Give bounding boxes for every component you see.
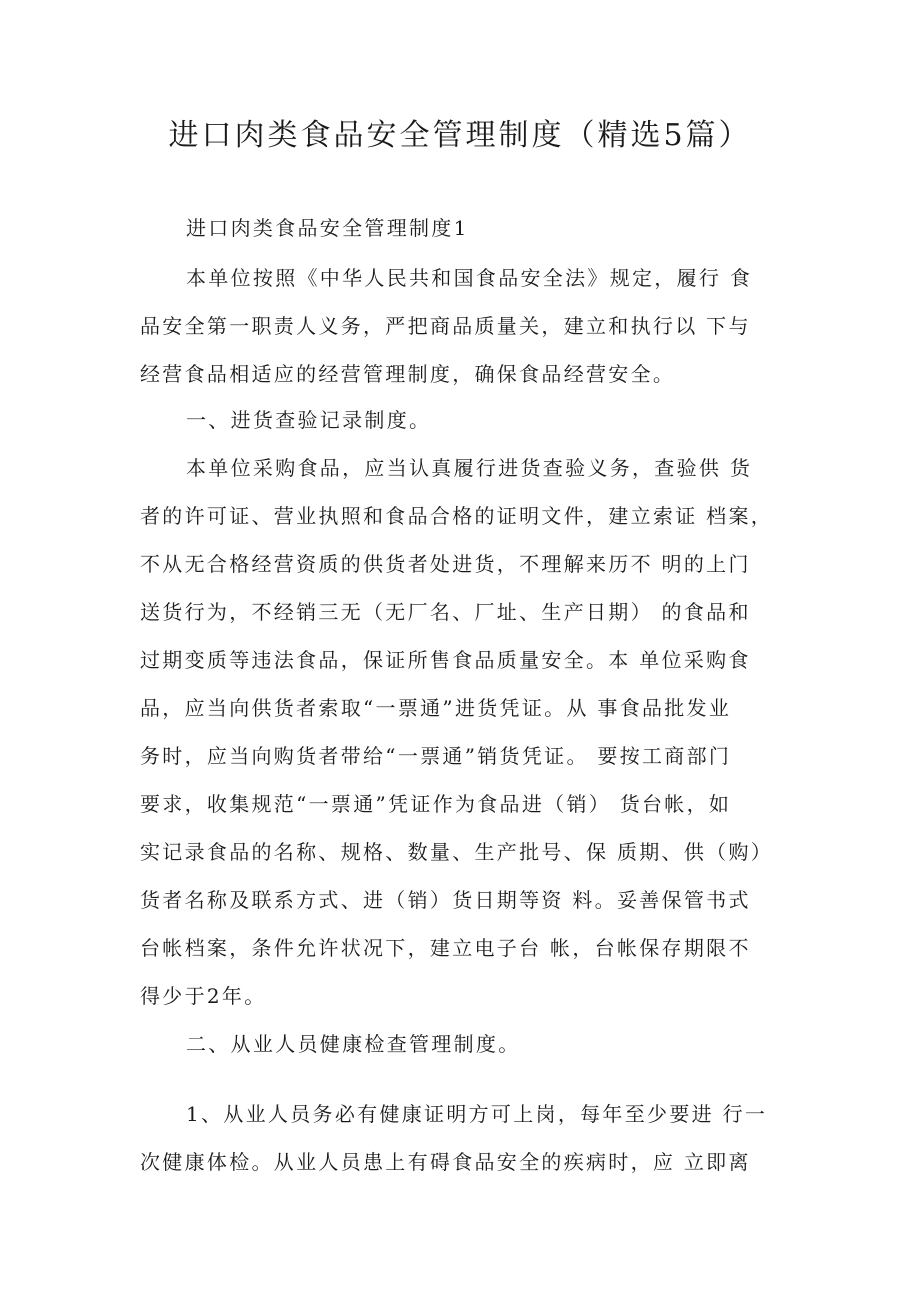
section-heading-1: 一、进货查验记录制度。 (186, 408, 432, 432)
document-title: 进口肉类食品安全管理制度（精选5篇） (168, 118, 752, 153)
paragraph-line: 台帐档案，条件允许状况下，建立电子台 帐，台帐保存期限不 (140, 936, 751, 960)
paragraph-line: 货者名称及联系方式、进（销）货日期等资 料。妥善保管书式 (140, 888, 751, 912)
paragraph-line: 务时，应当向购货者带给“一票通”销货凭证。 要按工商部门 (140, 744, 732, 768)
paragraph-line: 不从无合格经营资质的供货者处进货，不理解来历不 明的上门 (140, 552, 751, 576)
paragraph-line: 得少于2年。 (140, 984, 267, 1008)
paragraph-line: 本单位按照《中华人民共和国食品安全法》规定，履行 食 (186, 266, 753, 290)
paragraph-line: 品，应当向供货者索取“一票通”进货凭证。从 事食品批发业 (140, 696, 732, 720)
paragraph-line: 实记录食品的名称、规格、数量、生产批号、保 质期、供（购） (140, 840, 774, 864)
paragraph-line: 1、从业人员务必有健康证明方可上岗，每年至少要进 行一 (186, 1102, 768, 1126)
paragraph-line: 本单位采购食品，应当认真履行进货查验义务，查验供 货 (186, 456, 753, 480)
section-heading-2: 二、从业人员健康检查管理制度。 (186, 1032, 521, 1056)
paragraph-line: 次健康体检。从业人员患上有碍食品安全的疾病时，应 立即离 (140, 1150, 751, 1174)
subtitle: 进口肉类食品安全管理制度1 (186, 216, 469, 240)
section-2-paragraph (140, 1090, 790, 1186)
paragraph-line: 要求，收集规范“一票通”凭证作为食品进（销） 货台帐，如 (140, 792, 732, 816)
paragraph-line: 经营食品相适应的经营管理制度，确保食品经营安全。 (140, 362, 676, 386)
intro-paragraph (140, 254, 790, 398)
paragraph-line: 者的许可证、营业执照和食品合格的证明文件，建立索证 档案， (140, 504, 774, 528)
section-1-paragraph (140, 444, 790, 1020)
paragraph-line: 过期变质等违法食品，保证所售食品质量安全。本 单位采购食 (140, 648, 751, 672)
paragraph-line: 品安全第一职责人义务，严把商品质量关，建立和执行以 下与 (140, 314, 751, 338)
paragraph-line: 送货行为，不经销三无（无厂名、厂址、生产日期） 的食品和 (140, 600, 751, 624)
